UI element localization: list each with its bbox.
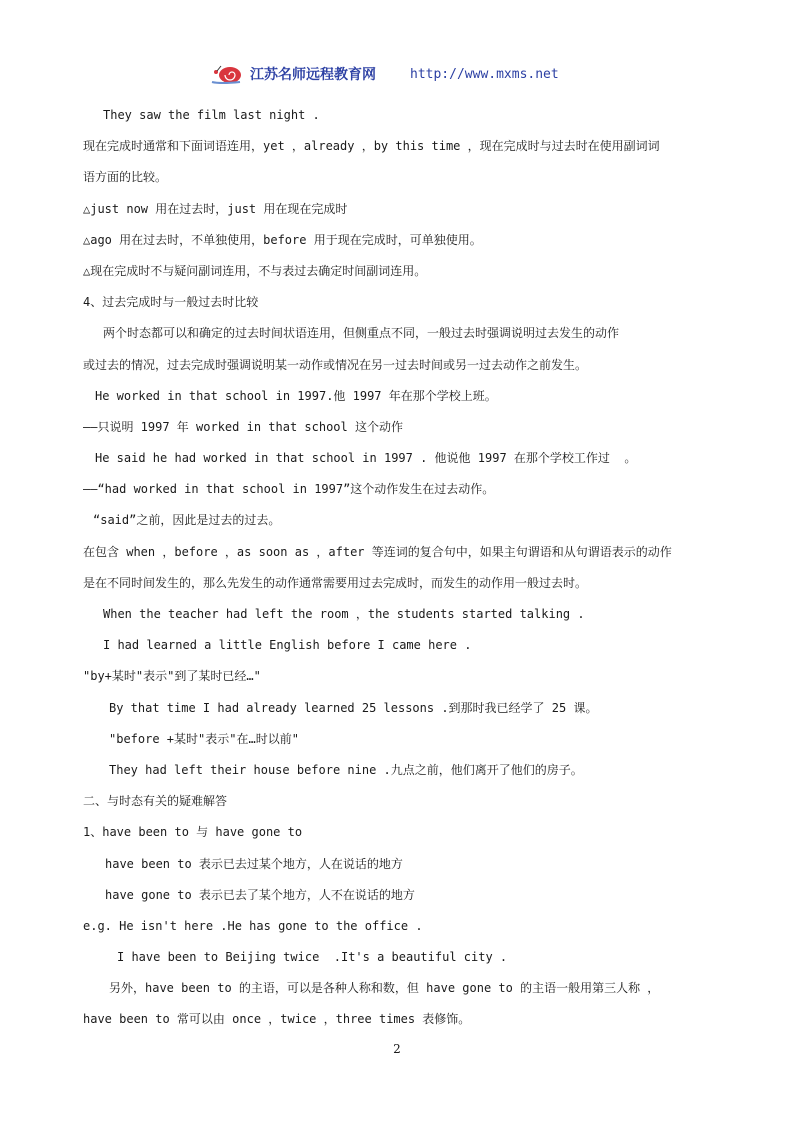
text-line: △just now 用在过去时，just 用在现在完成时 [83, 201, 348, 216]
text-line: △现在完成时不与疑问副词连用，不与表过去确定时间副词连用。 [83, 263, 427, 278]
text-line: They saw the film last night . [103, 108, 320, 122]
text-line: He said he had worked in that school in 1997 . 他说他 1997 在那个学校工作过 。 [95, 451, 637, 466]
text-line: By that time I had already learned 25 lessons .到那时我已经学了 25 课。 [109, 700, 598, 715]
text-line: 语方面的比较。 [83, 170, 168, 185]
text-line: 现在完成时通常和下面词语连用，yet ，already ，by this time ，现在完成时与过去时在使用副词词 [83, 139, 660, 154]
text-line: 是在不同时间发生的，那么先发生的动作通常需要用过去完成时，而发生的动作用一般过去时。 [83, 575, 588, 590]
text-line: I had learned a little English before I came here . [103, 638, 472, 653]
page-number: 2 [393, 1042, 401, 1056]
text-line: "by+某时"表示"到了某时已经…" [83, 669, 261, 684]
text-line: 4、过去完成时与一般过去时比较 [83, 295, 259, 310]
text-line: "before +某时"表示"在…时以前" [109, 731, 299, 746]
text-line: have been to 表示已去过某个地方，人在说话的地方 [105, 856, 403, 871]
text-line: 两个时态都可以和确定的过去时间状语连用，但侧重点不同，一般过去时强调说明过去发生的动作 [103, 326, 620, 341]
text-line: have been to 常可以由 once ，twice ，three times 表修饰。 [83, 1012, 471, 1027]
text-line: 二、与时态有关的疑难解答 [83, 794, 228, 809]
text-line: “said”之前，因此是过去的过去。 [93, 513, 281, 528]
text-line: I have been to Beijing twice .It's a beautiful city . [117, 950, 508, 965]
text-line: ——“had worked in that school in 1997”这个动作发生在过去动作。 [83, 482, 495, 497]
text-line: He worked in that school in 1997.他 1997 年在那个学校上班。 [95, 388, 497, 403]
text-line: ——只说明 1997 年 worked in that school 这个动作 [83, 419, 403, 434]
text-line: have gone to 表示已去了某个地方，人不在说话的地方 [105, 887, 415, 902]
site-name: 江苏名师远程教育网 [250, 67, 376, 83]
text-line: They had left their house before nine .九点之前，他们离开了他们的房子。 [109, 762, 583, 777]
text-line: e.g. He isn't here .He has gone to the office . [83, 918, 423, 933]
page-header [210, 58, 559, 90]
text-line: 在包含 when ，before ，as soon as ，after 等连词的复合句中，如果主句谓语和从句谓语表示的动作 [83, 544, 672, 559]
document-body [83, 100, 713, 1036]
text-line: 或过去的情况，过去完成时强调说明某一动作或情况在另一过去时间或另一过去动作之前发生。 [83, 357, 588, 372]
text-line: 另外，have been to 的主语，可以是各种人称和数，但 have gone to 的主语一般用第三人称 ， [109, 981, 660, 996]
snail-logo-icon [210, 62, 244, 86]
text-line: △ago 用在过去时，不单独使用，before 用于现在完成时，可单独使用。 [83, 232, 482, 247]
text-line: 1、have been to 与 have gone to [83, 825, 303, 840]
text-line: When the teacher had left the room ，the students started talking . [103, 607, 585, 621]
site-url-link[interactable]: http://www.mxms.net [410, 66, 559, 82]
